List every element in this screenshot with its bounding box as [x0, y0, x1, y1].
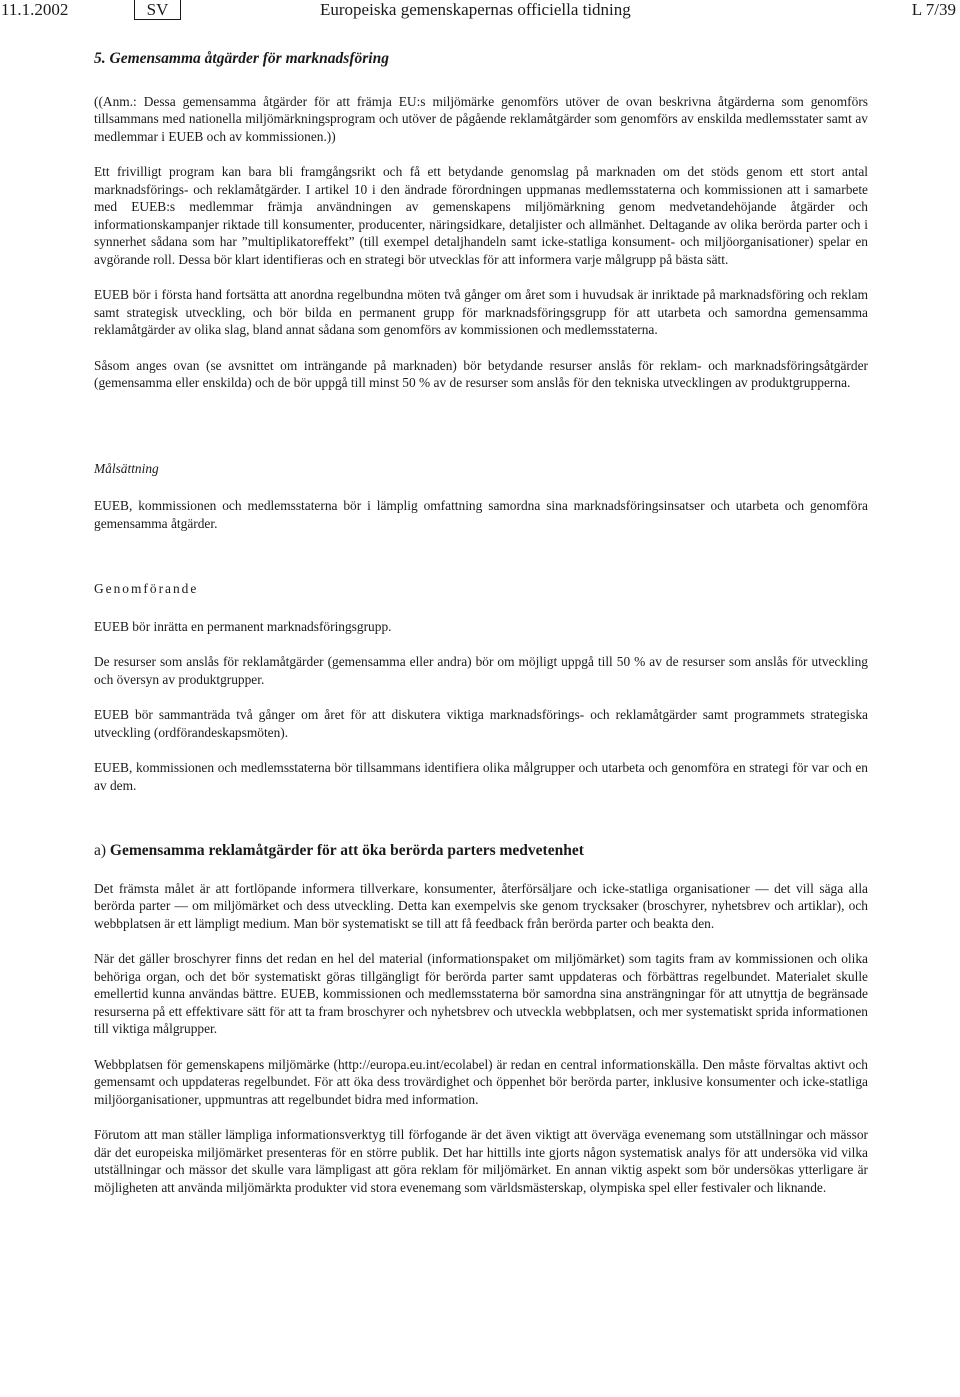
paragraph-permanent-group: EUEB bör inrätta en permanent marknadsföringsgrupp.: [94, 618, 392, 634]
section-a-label: a): [94, 842, 107, 859]
paragraph-a-website: Webbplatsen för gemenskapens miljömärke (http://europa.eu.int/ecolabel) är redan en central informationskälla. Den måste förvaltas aktivt och gemensamt och uppdateras regelbundet. För att öka dess trovärdighet och öppenhet bör berörda parter, inklusive konsumenter och icke-statliga miljöorganisationer, uppmuntras att regelbundet bidra med information.: [94, 1056, 868, 1107]
paragraph-resources: Såsom anges ovan (se avsnittet om inträngande på marknaden) bör betydande resurser anslås för reklam- och marknadsföringsåtgärder (gemensamma eller enskilda) och de bör uppgå till minst 50 % av de resurser som anslås för den tekniska utvecklingen av produktgrupperna.: [94, 357, 868, 390]
paragraph-a-main-goal: Det främsta målet är att fortlöpande informera tillverkare, konsumenter, återförsäljare och icke-statliga organisationer — det vill säga alla berörda parter — om miljömärket och dess utveckling. Detta kan exempelvis ske genom trycksaker (broschyrer, nyhetsbrev och artiklar), och webbplatsen är ett lämpligt medium. Man bör systematiskt se till att få feedback från berörda parter och beakta den.: [94, 880, 868, 931]
paragraph-objective: EUEB, kommissionen och medlemsstaterna bör i lämplig omfattning samordna sina marknadsföringsinsatser och utarbeta och genomföra gemensamma åtgärder.: [94, 498, 868, 531]
paragraph-resource-share: De resurser som anslås för reklamåtgärder (gemensamma eller andra) bör om möjligt uppgå till 50 % av de resurser som anslås för utveckling och översyn av produktgrupper.: [94, 654, 868, 687]
document-body: [94, 50, 868, 1196]
journal-title: Europeiska gemenskapernas officiella tidning: [320, 0, 631, 19]
subheading-genomforande: Genomförande: [94, 581, 199, 596]
paragraph-intro: Ett frivilligt program kan bara bli framgångsrikt och få ett betydande genomslag på marknaden om det stöds genom ett stort antal marknadsförings- och reklamåtgärder. I artikel 10 i den ändrade förordningen uppmanas medlemsstaterna och kommissionen att i samarbete med EUEB:s medlemmar främja användningen av gemenskapens miljömärkning genom medvetandehöjande åtgärder och informationskampanjer riktade till konsumenter, producenter, näringsidkare, detaljister och allmänhet. Deltagande av olika berörda parter och i synnerhet sådana som har ”multiplikatoreffekt” (till exempel detaljhandeln samt icke-statliga konsument- och miljöorganisationer) spelar en avgörande roll. Dessa bör klart identifieras och en strategi bör utvecklas för att informera varje målgrupp på bästa sätt.: [94, 164, 868, 267]
paragraph-target-groups: EUEB, kommissionen och medlemsstaterna bör tillsammans identifiera olika målgrupper och utarbeta och genomföra en strategi för var och en av dem.: [94, 760, 868, 793]
paragraph-a-events: Förutom att man ställer lämpliga informationsverktyg till förfogande är det även viktigt att överväga evenemang som utställningar och mässor där det europeiska miljömärket presenteras för en större publik. Det har hittills inte gjorts någon systematisk analys för att undersöka vid vilka utställningar och mässor det skulle vara lämpligast att göra reklam för miljömärket. En annan viktig aspekt som bör undersökas ytterligare är möjligheten att använda miljömärkta produkter vid stora evenemang som världsmästerskap, olympiska spel eller festivaler och liknande.: [94, 1127, 868, 1195]
paragraph-meetings: EUEB bör sammanträda två gånger om året för att diskutera viktiga marknadsförings- och reklamåtgärder samt programmets strategiska utveckling (ordförandeskapsmöten).: [94, 707, 868, 740]
page-header: [0, 0, 960, 24]
paragraph-eueb-meetings: EUEB bör i första hand fortsätta att anordna regelbundna möten två gånger om året som i huvudsak är inriktade på marknadsföring och reklam samt strategisk utveckling, och bör bilda en permanent grupp för marknadsföringsgrupp för att utarbeta och samordna gemensamma reklamåtgärder av olika slag, bland annat sådana som genomförs av kommissionen och medlemsstaterna.: [94, 287, 868, 337]
page-reference: L 7/39: [911, 0, 956, 19]
paragraph-a-brochures: När det gäller broschyrer finns det redan en hel del material (informationspaket om miljömärket) som tagits fram av kommissionen och olika behöriga organ, och det bör systematiskt göras tillgängligt för berörda parter samt uppdateras och förbättras regelbundet. Materialet skulle emellertid kunna användas bättre. EUEB, kommissionen och medlemsstaterna bör samordna sina ansträngningar för att utnyttja de begränsade resurserna på ett effektivare sätt för att ta fram broschyrer och nyhetsbrev och utveckla webbplatsen, och mer systematiskt sprida informationen till viktiga målgrupper.: [94, 951, 868, 1036]
subheading-malsattning: Målsättning: [94, 460, 159, 476]
editorial-note: ((Anm.: Dessa gemensamma åtgärder för att främja EU:s miljömärke genomförs utöver de ovan beskrivna åtgärderna som genomförs tillsammans med nationella miljömärkningsprogram och utöver de pågående reklamåtgärder som genomförs av enskilda medlemsstater samt av medlemmar i EUEB och av kommissionen.)): [94, 93, 868, 144]
section-a-title: Gemensamma reklamåtgärder för att öka berörda parters medvetenhet: [109, 842, 584, 859]
section-5-heading: 5. Gemensamma åtgärder för marknadsföring: [94, 50, 389, 67]
publication-date: 11.1.2002: [1, 0, 69, 19]
section-a-heading: [94, 842, 868, 860]
language-badge: SV: [134, 0, 181, 20]
